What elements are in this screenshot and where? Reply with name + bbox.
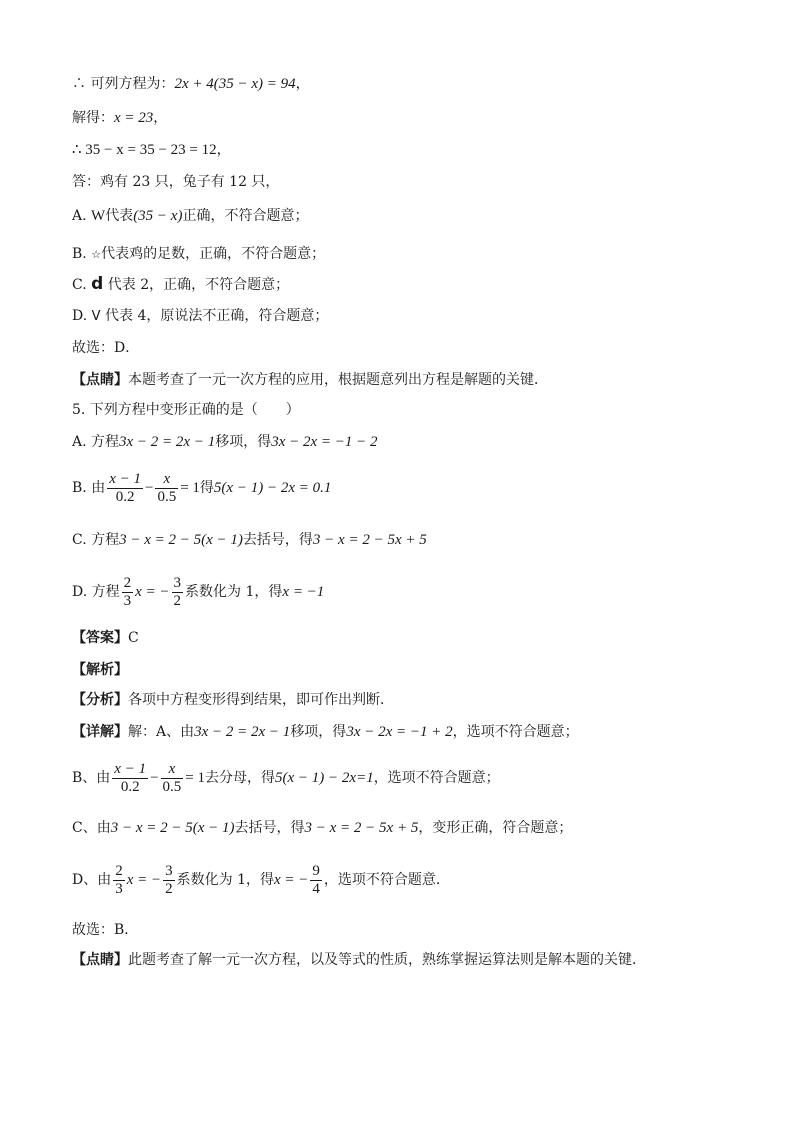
choice-line: 故选：D． [72,340,140,356]
star-symbol: ☆ [91,248,102,261]
option-a-review: A. W代表(35 − x)正确，不符合题意； [72,208,309,224]
summary-tag: 【分析】 [72,692,128,708]
rabbit-count-line: ∴ 35 − x = 35 − 23 = 12， [72,142,231,158]
option-d-review: D. V 代表 4，原说法不正确，符合题意； [72,308,329,324]
detail-line-a: 【详解】解：A、由3x − 2 = 2x − 1移项，得3x − 2x = −1 + 2，选项不符合题意； [72,724,579,740]
equation-setup-line: ∴ 可列方程为：2x + 4(35 − x) = 94， [72,76,310,92]
fraction: $\frac{2}{3}$ [115,862,123,897]
detail-line-c: C、由3 − x = 2 − 5(x − 1)去括号，得3 − x = 2 − 5x + 5，变形正确，符合题意； [72,820,573,836]
detail-line-d: D、由 $\frac{2}{3}$ x = − $\frac{3}{2}$ 系数化为 1，得x = − $\frac{9}{4}$ ，选项不符合题意． [72,862,450,897]
final-choice-line: 故选：B． [72,922,139,938]
detail-line-b: B、由 $\frac{x - 1}{0.2}$ − $\frac{x}{0.5}$ = 1去分母，得5(x − 1) − 2x=1，选项不符合题意； [72,760,500,795]
fraction: $\frac{2}{3}$ [123,574,132,609]
answer-line: 答：鸡有 23 只，兔子有 12 只， [72,174,280,190]
option-c-review: C. d 代表 2，正确，不符合题意； [72,274,290,294]
analysis-tag-line [72,660,128,680]
answer-tag-line: 【答案】C [72,630,139,646]
d-symbol: d [91,274,104,294]
final-commentary-line: 【点睛】此题考查了解一元一次方程，以及等式的性质，熟练掌握运算法则是解本题的关键． [72,952,646,968]
fraction: $\frac{3}{2}$ [165,862,173,897]
solution-line: 解得：x = 23， [72,110,168,126]
question-5-option-d: D. 方程 $\frac{2}{3}$ x = − $\frac{3}{2}$ 系数化为 1，得x = −1 [72,574,325,609]
analysis-summary-line: 【分析】各项中方程变形得到结果，即可作出判断． [72,692,394,708]
w-symbol: W [91,208,106,224]
analysis-tag: 【解析】 [72,662,128,678]
commentary-tag: 【点睛】 [72,372,128,388]
answer-tag: 【答案】 [72,630,128,646]
fraction: $\frac{3}{2}$ [173,574,182,609]
fraction: $\frac{x - 1}{0.2}$ [109,470,141,505]
option-b-review: B. ☆代表鸡的足数，正确，不符合题意； [72,246,326,262]
detail-tag: 【详解】 [72,724,128,740]
fraction: $\frac{x}{0.5}$ [162,760,182,795]
commentary-line: 【点睛】本题考查了一元一次方程的应用，根据题意列出方程是解题的关键． [72,372,548,388]
fraction: $\frac{9}{4}$ [312,862,320,897]
question-5-stem: 5. 下列方程中变形正确的是（ ） [72,402,300,418]
question-5-option-b: B. 由 $\frac{x - 1}{0.2}$ − $\frac{x}{0.5}$ = 1得5(x − 1) − 2x = 0.1 [72,470,332,505]
question-5-option-a: A. 方程3x − 2 = 2x − 1移项，得3x − 2x = −1 − 2 [72,434,378,450]
question-5-option-c: C. 方程3 − x = 2 − 5(x − 1)去括号，得3 − x = 2 − 5x + 5 [72,532,427,548]
fraction: $\frac{x - 1}{0.2}$ [114,760,147,795]
commentary-tag: 【点睛】 [72,952,128,968]
v-symbol: V [91,309,101,324]
fraction: $\frac{x}{0.5}$ [157,470,177,505]
